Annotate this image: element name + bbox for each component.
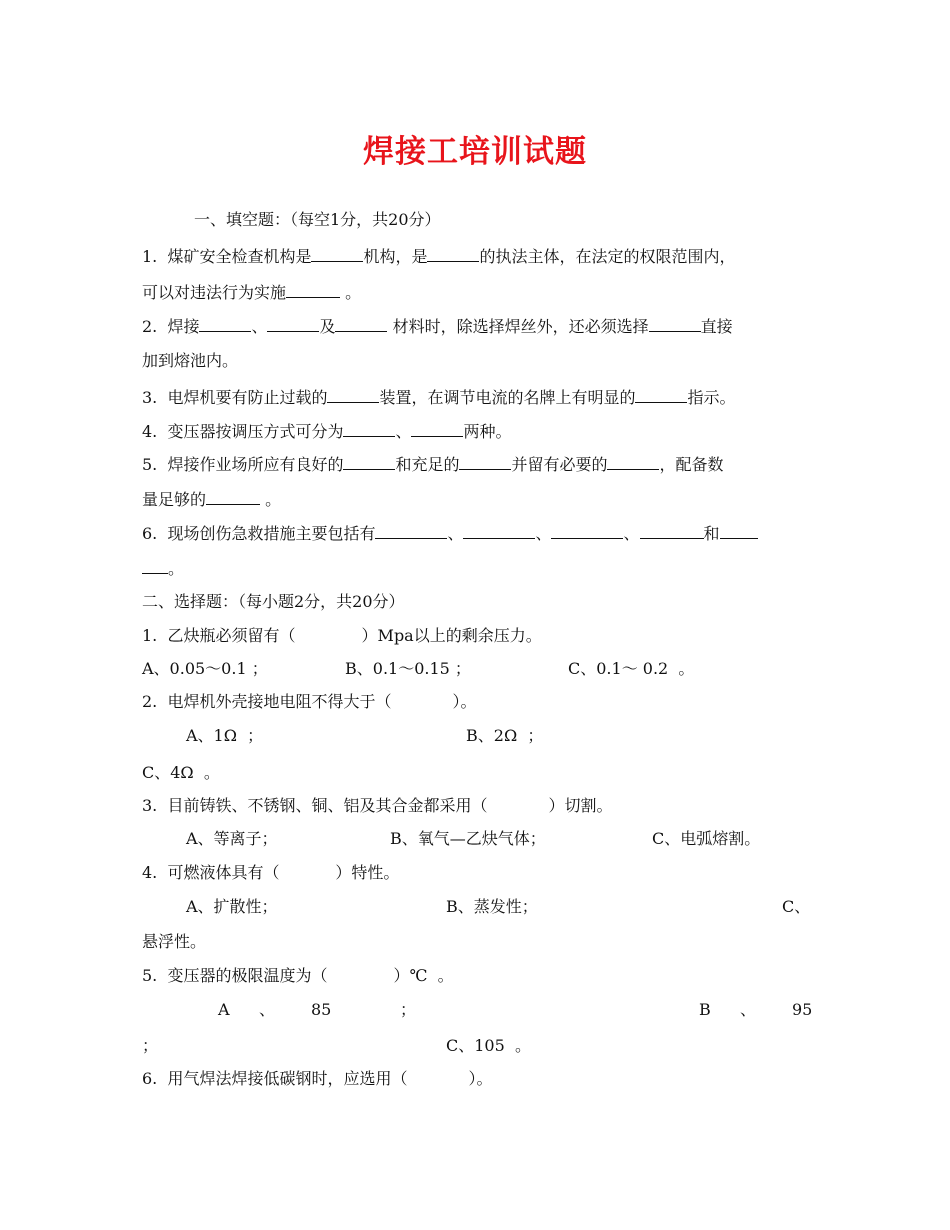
option-b-label: B: [699, 1000, 711, 1019]
q5-text-f: 。: [260, 490, 282, 509]
q4-text-a: 4. 变压器按调压方式可分为: [142, 422, 344, 441]
fill-question-1-line-2: [142, 281, 361, 303]
fill-question-5-line-1: [142, 453, 812, 475]
choice-question-1: 1. 乙炔瓶必须留有（ ）Mpa以上的剩余压力。: [142, 626, 542, 645]
fill-question-5-line-2: [142, 488, 281, 510]
option-a: A、扩散性；: [186, 897, 278, 916]
option-b-value: 95: [792, 1000, 813, 1019]
option-a-value: 85: [311, 1000, 332, 1019]
answer-blank: [720, 522, 758, 539]
answer-blank: [375, 522, 447, 539]
option-c-label: C、: [782, 897, 811, 916]
answer-blank: [640, 522, 704, 539]
option-b-separator: 、: [740, 1000, 757, 1019]
page-title: 焊接工培训试题: [363, 134, 587, 170]
answer-blank: [551, 522, 623, 539]
q5-text-c: 并留有必要的: [511, 455, 608, 474]
q1-text-b: 机构，是: [363, 247, 428, 266]
q2-text-b: 、: [251, 317, 268, 336]
option-c-text: 悬浮性。: [142, 932, 207, 951]
q1-text-c: 的执法主体，在法定的权限范围内，: [479, 247, 736, 266]
answer-blank: [343, 453, 395, 470]
q5-text-d: ，配备数: [659, 455, 724, 474]
option-a: A、等离子；: [186, 829, 278, 848]
q2-text-d: 材料时，除选择焊丝外，还必须选择: [387, 317, 649, 336]
option-a-separator: 、: [259, 1000, 276, 1019]
section-1-heading: 一、填空题：（每空1分，共20分）: [194, 210, 441, 229]
option-c: C、0.1～ 0.2 。: [568, 659, 695, 678]
answer-blank: [649, 315, 701, 332]
answer-blank: [327, 386, 379, 403]
option-b: B、蒸发性；: [446, 897, 538, 916]
q6-text-a: 6. 现场创伤急救措施主要包括有: [142, 524, 376, 543]
q3-text-c: 指示。: [687, 388, 736, 407]
option-b: B、2Ω ；: [466, 726, 544, 745]
option-b: B、氧气—乙炔气体；: [390, 829, 546, 848]
choice-question-2: 2. 电焊机外壳接地电阻不得大于（ ）。: [142, 692, 477, 711]
q6-separator: 、: [447, 524, 464, 543]
q4-text-b: 、: [395, 422, 412, 441]
q1-text-a: 1. 煤矿安全检查机构是: [142, 247, 312, 266]
answer-blank: [635, 386, 687, 403]
answer-blank: [343, 420, 395, 437]
answer-blank: [459, 453, 511, 470]
q3-text-b: 装置，在调节电流的名牌上有明显的: [379, 388, 636, 407]
q2-text-a: 2. 焊接: [142, 317, 200, 336]
option-b-end: ；: [142, 1036, 159, 1055]
option-c: C、电弧熔割。: [652, 829, 761, 848]
option-c: C、4Ω 。: [142, 763, 220, 782]
choice-question-6: 6. 用气焊法焊接低碳钢时，应选用（ ）。: [142, 1069, 493, 1088]
q1-text-d: 可以对违法行为实施: [142, 283, 287, 302]
q5-text-a: 5. 焊接作业场所应有良好的: [142, 455, 344, 474]
choice-question-5: 5. 变压器的极限温度为（ ）℃ 。: [142, 966, 454, 985]
answer-blank: [411, 420, 463, 437]
q6-and: 和: [703, 524, 720, 543]
q6-text-end: 。: [168, 559, 185, 578]
q2-text-e: 直接: [700, 317, 733, 336]
q2-text-c: 及: [319, 317, 336, 336]
choice-question-3: 3. 目前铸铁、不锈钢、铜、铝及其合金都采用（ ）切割。: [142, 796, 613, 815]
option-b: B、0.1～0.15 ；: [345, 659, 471, 678]
fill-question-2-line-2: 加到熔池内。: [142, 351, 239, 370]
option-c: C、105 。: [446, 1036, 531, 1055]
answer-blank: [199, 315, 251, 332]
choice-question-4: 4. 可燃液体具有（ ）特性。: [142, 863, 400, 882]
answer-blank: [206, 488, 260, 505]
q5-text-e: 量足够的: [142, 490, 207, 509]
q6-separator: 、: [623, 524, 640, 543]
option-a-end: ；: [400, 1000, 417, 1019]
q1-text-e: 。: [340, 283, 362, 302]
answer-blank: [607, 453, 659, 470]
fill-question-4: [142, 420, 511, 442]
q5-text-b: 和充足的: [395, 455, 460, 474]
answer-blank: [427, 245, 479, 262]
q6-separator: 、: [535, 524, 552, 543]
fill-question-6-line-1: [142, 522, 758, 544]
answer-blank: [335, 315, 387, 332]
option-a: A、1Ω ；: [186, 726, 264, 745]
q4-text-c: 两种。: [463, 422, 512, 441]
fill-question-3: [142, 386, 735, 408]
answer-blank: [267, 315, 319, 332]
section-2-heading: 二、选择题：（每小题2分，共20分）: [142, 592, 405, 611]
answer-blank: [463, 522, 535, 539]
q3-text-a: 3. 电焊机要有防止过载的: [142, 388, 328, 407]
answer-blank: [286, 281, 340, 298]
answer-blank: [311, 245, 363, 262]
option-a-label: A: [218, 1000, 230, 1019]
fill-question-6-line-2: [142, 557, 184, 579]
option-a: A、0.05～0.1 ；: [142, 659, 268, 678]
answer-blank: [142, 557, 168, 574]
fill-question-2-line-1: [142, 315, 812, 337]
fill-question-1-line-1: [142, 245, 812, 267]
